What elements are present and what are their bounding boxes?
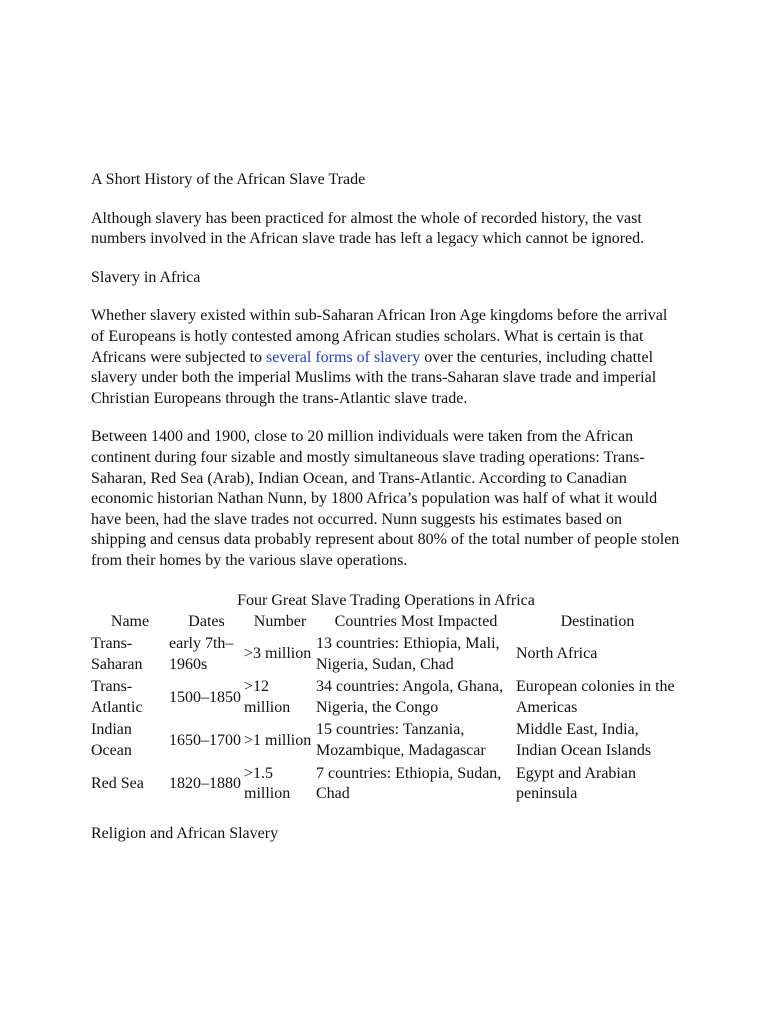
document-title: A Short History of the African Slave Trade	[91, 171, 366, 188]
cell-dates: early 7th–1960s	[169, 635, 234, 673]
section-heading-religion: Religion and African Slavery	[91, 824, 279, 842]
paragraph-text-before-link: Whether slavery existed within sub-Saharan African Iron Age kingdoms before the arrival of Europeans is hotly contested among African studies scholars. What is certain is that Africans were subjected to	[91, 307, 668, 366]
slave-trade-table	[91, 590, 679, 806]
intro-paragraph: Although slavery has been practiced for almost the whole of recorded history, the vast numbers involved in the African slave trade has left a legacy which cannot be ignored.	[91, 209, 645, 248]
header-number: Number	[253, 612, 307, 630]
paragraph-slavery-forms	[91, 306, 681, 409]
cell-countries: 7 countries: Ethiopia, Sudan, Chad	[316, 764, 502, 803]
cell-name: Indian Ocean	[91, 721, 132, 760]
table-row	[91, 676, 679, 719]
document-page	[91, 170, 681, 844]
operations-table	[91, 611, 679, 806]
forms-of-slavery-link[interactable]: several forms of slavery	[266, 348, 421, 366]
table-row	[91, 719, 679, 762]
cell-dates: 1650–1700	[169, 731, 241, 749]
section-heading-slavery-in-africa: Slavery in Africa	[91, 268, 201, 286]
header-destination: Destination	[560, 612, 635, 630]
cell-number: >1 million	[244, 731, 312, 749]
cell-name: Trans-Saharan	[91, 635, 143, 673]
paragraph-slave-trade-numbers: Between 1400 and 1900, close to 20 million individuals were taken from the African continent during four sizable and mostly simultaneous slave trading operations: Trans-Saharan, Red Sea (Arab), Indian Ocean, and Trans-Atlantic. According to Canadian economic historian Nathan Nunn, by 1800 Africa’s population was half of what it would have been, had the slave trades not occurred. Nunn suggests his estimates based on shipping and census data probably represent about 80% of the total number of people stolen from their homes by the various slave operations.	[91, 428, 680, 569]
table-header-row	[91, 611, 679, 634]
paragraph-text-after-link: over the centuries, including chattel slavery under both the imperial Muslims with the trans-Saharan slave trade and imperial Christian Europeans through the trans-Atlantic slave trade.	[91, 348, 657, 407]
cell-dates: 1820–1880	[169, 774, 241, 792]
cell-destination: Egypt and Arabian peninsula	[516, 764, 636, 803]
cell-number: >12 million	[244, 678, 291, 716]
cell-countries: 34 countries: Angola, Ghana, Nigeria, the Congo	[316, 678, 504, 716]
cell-name: Trans-Atlantic	[91, 678, 143, 716]
cell-countries: 13 countries: Ethiopia, Mali, Nigeria, Sudan, Chad	[316, 635, 500, 673]
table-caption: Four Great Slave Trading Operations in Africa	[237, 591, 535, 609]
cell-destination: North Africa	[516, 645, 598, 663]
header-dates: Dates	[188, 612, 225, 630]
cell-number: >1.5 million	[244, 764, 291, 803]
cell-destination: European colonies in the Americas	[516, 678, 675, 716]
cell-countries: 15 countries: Tanzania, Mozambique, Madagascar	[316, 721, 486, 760]
cell-number: >3 million	[244, 645, 312, 663]
table-row	[91, 633, 679, 676]
table-row	[91, 763, 679, 806]
cell-dates: 1500–1850	[169, 688, 241, 706]
cell-name: Red Sea	[91, 774, 144, 792]
header-countries: Countries Most Impacted	[334, 612, 498, 630]
cell-destination: Middle East, India, Indian Ocean Islands	[516, 721, 652, 760]
header-name: Name	[110, 612, 150, 630]
